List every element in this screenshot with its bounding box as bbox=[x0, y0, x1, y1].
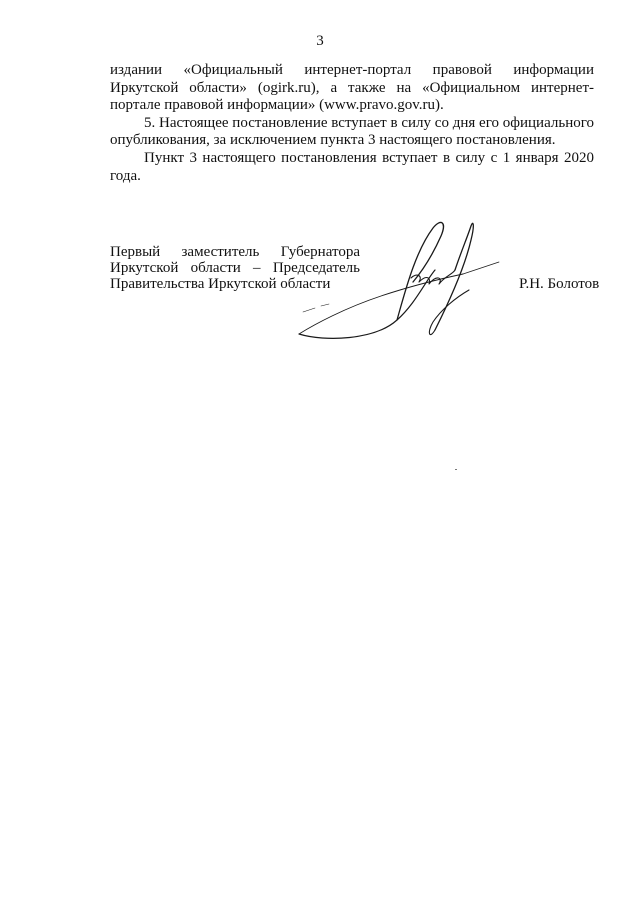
paragraph-item-3-effective-date: Пункт 3 настоящего постановления вступает в силу с 1 января 2020 года. bbox=[110, 149, 594, 184]
page-number: 3 bbox=[316, 33, 324, 49]
handwritten-signature bbox=[285, 212, 515, 352]
signatory-name: Р.Н. Болотов bbox=[519, 276, 600, 292]
signatory-position-line: Правительства Иркутской области bbox=[110, 276, 331, 292]
signatory-position-line: Иркутской области – Председатель bbox=[110, 260, 360, 276]
paragraph-continuation: издании «Официальный интернет-портал правовой информации Иркутской области» (ogirk.ru), а также на «Официальном интернет-портале правовой информации» (www.pravo.gov.ru). bbox=[110, 62, 594, 114]
signatory-position-line: Первый заместитель Губернатора bbox=[110, 244, 360, 260]
paragraph-item-5: 5. Настоящее постановление вступает в силу со дня его официального опубликования, за исключением пункта 3 настоящего постановления. bbox=[110, 114, 594, 149]
document-body bbox=[110, 62, 594, 185]
scan-speck bbox=[455, 469, 457, 470]
